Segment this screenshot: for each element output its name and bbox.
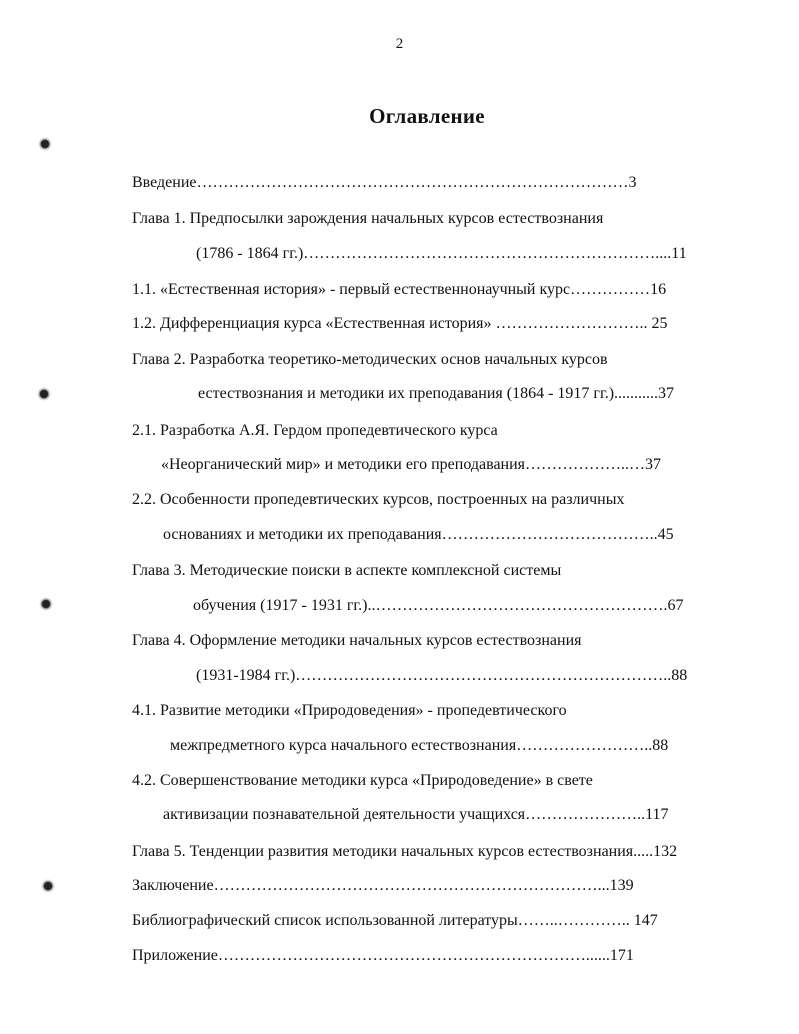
toc-entry-section-1-2[interactable]: 1.2. Дифференциация курса «Естественная история» ……………………….. 25 bbox=[132, 315, 668, 332]
toc-entry-chapter-4-cont[interactable]: (1931-1984 гг.)……………………………………………………………..88 bbox=[196, 667, 688, 684]
page-title: Оглавление bbox=[369, 104, 485, 128]
toc-entry-section-4-1[interactable]: 4.1. Развитие методики «Природоведения» - пропедевтического bbox=[132, 702, 567, 719]
toc-entry-introduction[interactable]: Введение………………………………………………………………………3 bbox=[132, 174, 637, 191]
toc-entry-section-4-2-cont[interactable]: активизации познавательной деятельности учащихся…………………..117 bbox=[163, 806, 669, 823]
toc-entry-section-1-1[interactable]: 1.1. «Естественная история» - первый естественнонаучный курс……………16 bbox=[132, 281, 667, 298]
toc-entry-appendix[interactable]: Приложение……………………………………………………………......171 bbox=[132, 947, 634, 964]
toc-entry-section-2-1[interactable]: 2.1. Разработка А.Я. Гердом пропедевтического курса bbox=[132, 422, 498, 439]
toc-entry-section-2-2[interactable]: 2.2. Особенности пропедевтических курсов, построенных на различных bbox=[132, 491, 625, 508]
toc-entry-chapter-4[interactable]: Глава 4. Оформление методики начальных курсов естествознания bbox=[132, 632, 582, 649]
toc-entry-chapter-5[interactable]: Глава 5. Тенденции развития методики начальных курсов естествознания.....132 bbox=[132, 843, 678, 860]
toc-entry-conclusion[interactable]: Заключение………………………………………………………………...139 bbox=[132, 877, 634, 894]
scan-speck bbox=[41, 140, 49, 148]
toc-entry-section-4-1-cont[interactable]: межпредметного курса начального естествознания……………………..88 bbox=[170, 737, 669, 754]
toc-entry-chapter-1[interactable]: Глава 1. Предпосылки зарождения начальных курсов естествознания bbox=[132, 210, 604, 227]
page-number: 2 bbox=[395, 36, 404, 52]
toc-entry-section-2-2-cont[interactable]: основаниях и методики их преподавания…………………………………..45 bbox=[163, 526, 674, 543]
toc-entry-chapter-2[interactable]: Глава 2. Разработка теоретико-методических основ начальных курсов bbox=[132, 351, 608, 368]
toc-entry-chapter-3-cont[interactable]: обучения (1917 - 1931 гг.)..……………………………………………….67 bbox=[193, 597, 684, 614]
toc-entry-chapter-1-cont[interactable]: (1786 - 1864 гг.)…………………………………………………………....11 bbox=[196, 245, 687, 262]
toc-entry-chapter-2-cont[interactable]: естествознания и методики их преподавания (1864 - 1917 гг.)...........37 bbox=[198, 385, 675, 402]
scan-speck bbox=[44, 882, 52, 890]
toc-entry-chapter-3[interactable]: Глава 3. Методические поиски в аспекте комплексной системы bbox=[132, 562, 562, 579]
toc-entry-section-4-2[interactable]: 4.2. Совершенствование методики курса «Природоведение» в свете bbox=[132, 772, 593, 789]
toc-entry-bibliography[interactable]: Библиографический список использованной литературы……..………….. 147 bbox=[132, 912, 658, 929]
toc-entry-section-2-1-cont[interactable]: «Неорганический мир» и методики его преподавания………………..…37 bbox=[161, 456, 662, 473]
scan-speck bbox=[40, 390, 48, 398]
scan-speck bbox=[42, 600, 50, 608]
